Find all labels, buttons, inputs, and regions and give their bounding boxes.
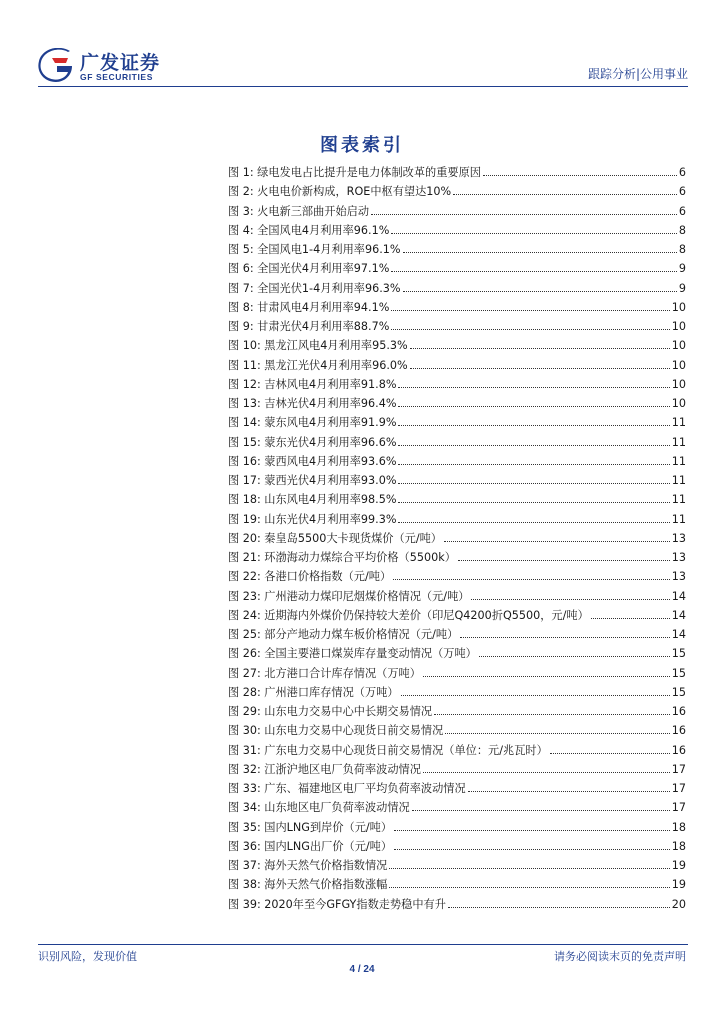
toc-dot-leader: [471, 599, 669, 600]
toc-entry-label: 图 31: 广东电力交易中心现货日前交易情况（单位：元/兆瓦时）: [228, 743, 548, 757]
toc-entry[interactable]: [228, 317, 686, 336]
toc-dot-leader: [468, 791, 670, 792]
toc-dot-leader: [398, 445, 669, 446]
toc-entry[interactable]: [228, 490, 686, 509]
toc-entry-label: 图 22: 各港口价格指数（元/吨）: [228, 570, 392, 584]
toc-entry[interactable]: [228, 221, 686, 240]
toc-entry[interactable]: [228, 644, 686, 663]
toc-entry-page: 10: [671, 339, 686, 353]
toc-entry-label: 图 6: 全国光伏4月利用率97.1%: [228, 262, 390, 276]
toc-dot-leader: [445, 733, 669, 734]
toc-entry-page: 11: [671, 416, 686, 430]
toc-dot-leader: [398, 522, 669, 523]
toc-entry-label: 图 5: 全国风电1-4月利用率96.1%: [228, 243, 401, 256]
toc-entry-label: 图 17: 蒙西光伏4月利用率93.0%: [228, 474, 397, 487]
toc-entry-label: 图 21: 环渤海动力煤综合平均价格（5500k）: [228, 551, 456, 564]
toc-dot-leader: [483, 175, 677, 176]
toc-entry-page: 13: [671, 531, 686, 545]
toc-entry[interactable]: [228, 394, 686, 413]
toc-entry-label: 图 32: 江浙沪地区电厂负荷率波动情况: [228, 762, 421, 776]
toc-entry[interactable]: [228, 182, 686, 201]
toc-entry[interactable]: [228, 721, 686, 740]
toc-dot-leader: [398, 387, 669, 388]
toc-entry-label: 图 1: 绿电发电占比提升是电力体制改革的重要原因: [228, 166, 481, 179]
toc-entry[interactable]: [228, 356, 686, 375]
toc-entry-label: 图 27: 北方港口合计库存情况（万吨）: [228, 666, 421, 680]
toc-entry[interactable]: [228, 760, 686, 779]
toc-entry-page: 13: [671, 551, 686, 564]
toc-entry-page: 19: [671, 859, 686, 872]
toc-entry-label: 图 16: 蒙西风电4月利用率93.6%: [228, 454, 397, 468]
toc-entry-label: 图 15: 蒙东光伏4月利用率96.6%: [228, 435, 397, 449]
footer-disclaimer-note: 请务必阅读末页的免责声明: [554, 950, 686, 963]
toc-entry-label: 图 9: 甘肃光伏4月利用率88.7%: [228, 320, 390, 333]
toc-entry-label: 图 4: 全国风电4月利用率96.1%: [228, 223, 390, 237]
toc-entry-page: 11: [671, 435, 686, 449]
toc-dot-leader: [458, 560, 670, 561]
toc-dot-leader: [550, 753, 670, 754]
toc-dot-leader: [398, 464, 669, 465]
toc-entry-label: 图 39: 2020年至今GFGY指数走势稳中有升: [228, 897, 446, 911]
toc-entry-label: 图 18: 山东风电4月利用率98.5%: [228, 493, 397, 507]
toc-entry-label: 图 7: 全国光伏1-4月利用率96.3%: [228, 281, 401, 295]
toc-entry-label: 图 33: 广东、福建地区电厂平均负荷率波动情况: [228, 782, 466, 795]
toc-entry-label: 图 13: 吉林光伏4月利用率96.4%: [228, 397, 397, 410]
toc-entry-label: 图 36: 国内LNG出厂价（元/吨）: [228, 839, 393, 853]
toc-entry-page: 10: [671, 320, 686, 333]
toc-entry-page: 19: [671, 878, 686, 892]
toc-dot-leader: [391, 329, 669, 330]
toc-dot-leader: [448, 907, 670, 908]
toc-dot-leader: [389, 868, 669, 869]
toc-dot-leader: [394, 830, 670, 831]
toc-entry-page: 10: [671, 300, 686, 314]
toc-entry-page: 18: [671, 820, 686, 834]
toc-entry[interactable]: [228, 529, 686, 548]
logo-english-name: GF SECURITIES: [80, 72, 153, 82]
toc-entry-label: 图 29: 山东电力交易中心中长期交易情况: [228, 705, 433, 718]
gf-logo-mark-icon: [38, 48, 76, 82]
toc-entry-page: 14: [671, 589, 686, 603]
toc-entry[interactable]: [228, 741, 686, 760]
toc-dot-leader: [389, 887, 669, 888]
toc-entry-label: 图 30: 山东电力交易中心现货日前交易情况: [228, 724, 444, 738]
page-number: 4 / 24: [349, 964, 375, 975]
toc-entry-page: 17: [671, 762, 686, 776]
toc-dot-leader: [371, 214, 677, 215]
toc-entry-page: 20: [671, 897, 686, 911]
toc-entry-page: 14: [671, 608, 686, 622]
toc-entry[interactable]: [228, 548, 686, 567]
toc-entry[interactable]: [228, 279, 686, 298]
toc-dot-leader: [412, 810, 670, 811]
toc-entry[interactable]: [228, 606, 686, 625]
toc-entry-label: 图 11: 黑龙江光伏4月利用率96.0%: [228, 358, 408, 372]
page-header: [38, 46, 688, 86]
toc-entry-page: 11: [671, 454, 686, 468]
toc-dot-leader: [434, 714, 670, 715]
toc-entry-page: 13: [671, 570, 686, 584]
toc-entry-page: 15: [671, 685, 686, 699]
toc-entry-page: 15: [671, 647, 686, 661]
toc-entry-label: 图 37: 海外天然气价格指数情况: [228, 859, 388, 872]
toc-entry-page: 14: [671, 628, 686, 641]
toc-dot-leader: [398, 502, 669, 503]
report-section-label: 跟踪分析|公用事业: [587, 67, 688, 81]
toc-entry-page: 10: [671, 377, 686, 391]
toc-entry[interactable]: [228, 587, 686, 606]
toc-entry-page: 6: [678, 204, 686, 218]
toc-entry[interactable]: [228, 202, 686, 221]
toc-dot-leader: [391, 233, 677, 234]
toc-entry-page: 17: [671, 782, 686, 795]
toc-entry[interactable]: [228, 779, 686, 798]
toc-entry[interactable]: [228, 452, 686, 471]
toc-dot-leader: [398, 483, 669, 484]
logo-chinese-name: 广发证券: [80, 52, 161, 74]
toc-entry-label: 图 8: 甘肃风电4月利用率94.1%: [228, 300, 390, 314]
toc-entry-page: 18: [671, 839, 686, 853]
toc-dot-leader: [410, 348, 670, 349]
toc-entry-label: 图 35: 国内LNG到岸价（元/吨）: [228, 820, 393, 834]
toc-entry-page: 8: [678, 223, 686, 237]
toc-entry-label: 图 12: 吉林风电4月利用率91.8%: [228, 377, 397, 391]
toc-entry[interactable]: [228, 818, 686, 837]
toc-entry-page: 11: [671, 474, 686, 487]
toc-entry-label: 图 14: 蒙东风电4月利用率91.9%: [228, 416, 397, 430]
toc-entry[interactable]: [228, 413, 686, 432]
toc-entry-label: 图 38: 海外天然气价格指数涨幅: [228, 878, 388, 892]
toc-entry-label: 图 34: 山东地区电厂负荷率波动情况: [228, 801, 410, 815]
toc-dot-leader: [391, 271, 677, 272]
toc-dot-leader: [403, 291, 677, 292]
toc-entry-page: 11: [671, 493, 686, 507]
toc-entry[interactable]: [228, 510, 686, 529]
toc-dot-leader: [398, 406, 669, 407]
toc-entry-label: 图 26: 全国主要港口煤炭库存量变动情况（万吨）: [228, 647, 477, 661]
toc-dot-leader: [423, 676, 670, 677]
header-divider: [38, 86, 688, 87]
toc-dot-leader: [479, 656, 670, 657]
toc-entry-label: 图 3: 火电新三部曲开始启动: [228, 204, 370, 218]
toc-entry-page: 10: [671, 397, 686, 410]
toc-dot-leader: [423, 772, 670, 773]
toc-entry-page: 6: [678, 185, 686, 199]
toc-entry[interactable]: [228, 664, 686, 683]
figure-index-list: [228, 163, 686, 914]
toc-entry[interactable]: [228, 875, 686, 894]
toc-entry-page: 6: [678, 166, 686, 179]
toc-dot-leader: [401, 695, 670, 696]
toc-entry[interactable]: [228, 798, 686, 817]
toc-entry[interactable]: [228, 837, 686, 856]
toc-dot-leader: [453, 194, 677, 195]
toc-entry-page: 15: [671, 666, 686, 680]
toc-entry-label: 图 23: 广州港动力煤印尼烟煤价格情况（元/吨）: [228, 589, 470, 603]
toc-entry-page: 11: [671, 512, 686, 526]
toc-dot-leader: [398, 425, 669, 426]
toc-entry-label: 图 20: 秦皇岛5500大卡现货煤价（元/吨）: [228, 531, 442, 545]
toc-entry-page: 16: [671, 705, 686, 718]
gf-securities-logo: [38, 46, 188, 86]
toc-entry[interactable]: [228, 433, 686, 452]
toc-entry[interactable]: [228, 163, 686, 182]
toc-title: 图表索引: [320, 135, 404, 156]
toc-entry[interactable]: [228, 240, 686, 259]
footer-slogan: 识别风险，发现价值: [38, 950, 137, 963]
toc-entry-page: 9: [678, 262, 686, 276]
toc-entry[interactable]: [228, 895, 686, 914]
toc-dot-leader: [403, 252, 677, 253]
toc-entry-page: 17: [671, 801, 686, 815]
toc-entry[interactable]: [228, 683, 686, 702]
toc-entry[interactable]: [228, 471, 686, 490]
toc-dot-leader: [391, 310, 669, 311]
footer-divider: [38, 944, 688, 945]
toc-entry-page: 16: [671, 724, 686, 738]
toc-entry[interactable]: [228, 702, 686, 721]
toc-dot-leader: [410, 368, 670, 369]
toc-entry[interactable]: [228, 375, 686, 394]
toc-entry-label: 图 19: 山东光伏4月利用率99.3%: [228, 512, 397, 526]
toc-entry-label: 图 25: 部分产地动力煤车板价格情况（元/吨）: [228, 628, 459, 641]
toc-dot-leader: [393, 579, 670, 580]
toc-entry-page: 9: [678, 281, 686, 295]
toc-entry-label: 图 28: 广州港口库存情况（万吨）: [228, 685, 399, 699]
toc-entry[interactable]: [228, 259, 686, 278]
toc-dot-leader: [591, 618, 670, 619]
toc-entry-label: 图 2: 火电电价新构成，ROE中枢有望达10%: [228, 185, 452, 199]
toc-entry[interactable]: [228, 856, 686, 875]
toc-entry-label: 图 10: 黑龙江风电4月利用率95.3%: [228, 339, 408, 353]
toc-dot-leader: [460, 637, 669, 638]
toc-dot-leader: [444, 541, 670, 542]
toc-entry[interactable]: [228, 336, 686, 355]
toc-dot-leader: [394, 849, 670, 850]
toc-entry[interactable]: [228, 567, 686, 586]
toc-entry[interactable]: [228, 298, 686, 317]
toc-entry-page: 16: [671, 743, 686, 757]
toc-entry-page: 10: [671, 358, 686, 372]
toc-entry-page: 8: [678, 243, 686, 256]
toc-entry-label: 图 24: 近期海内外煤价仍保持较大差价（印尼Q4200折Q5500，元/吨）: [228, 608, 589, 622]
toc-entry[interactable]: [228, 625, 686, 644]
